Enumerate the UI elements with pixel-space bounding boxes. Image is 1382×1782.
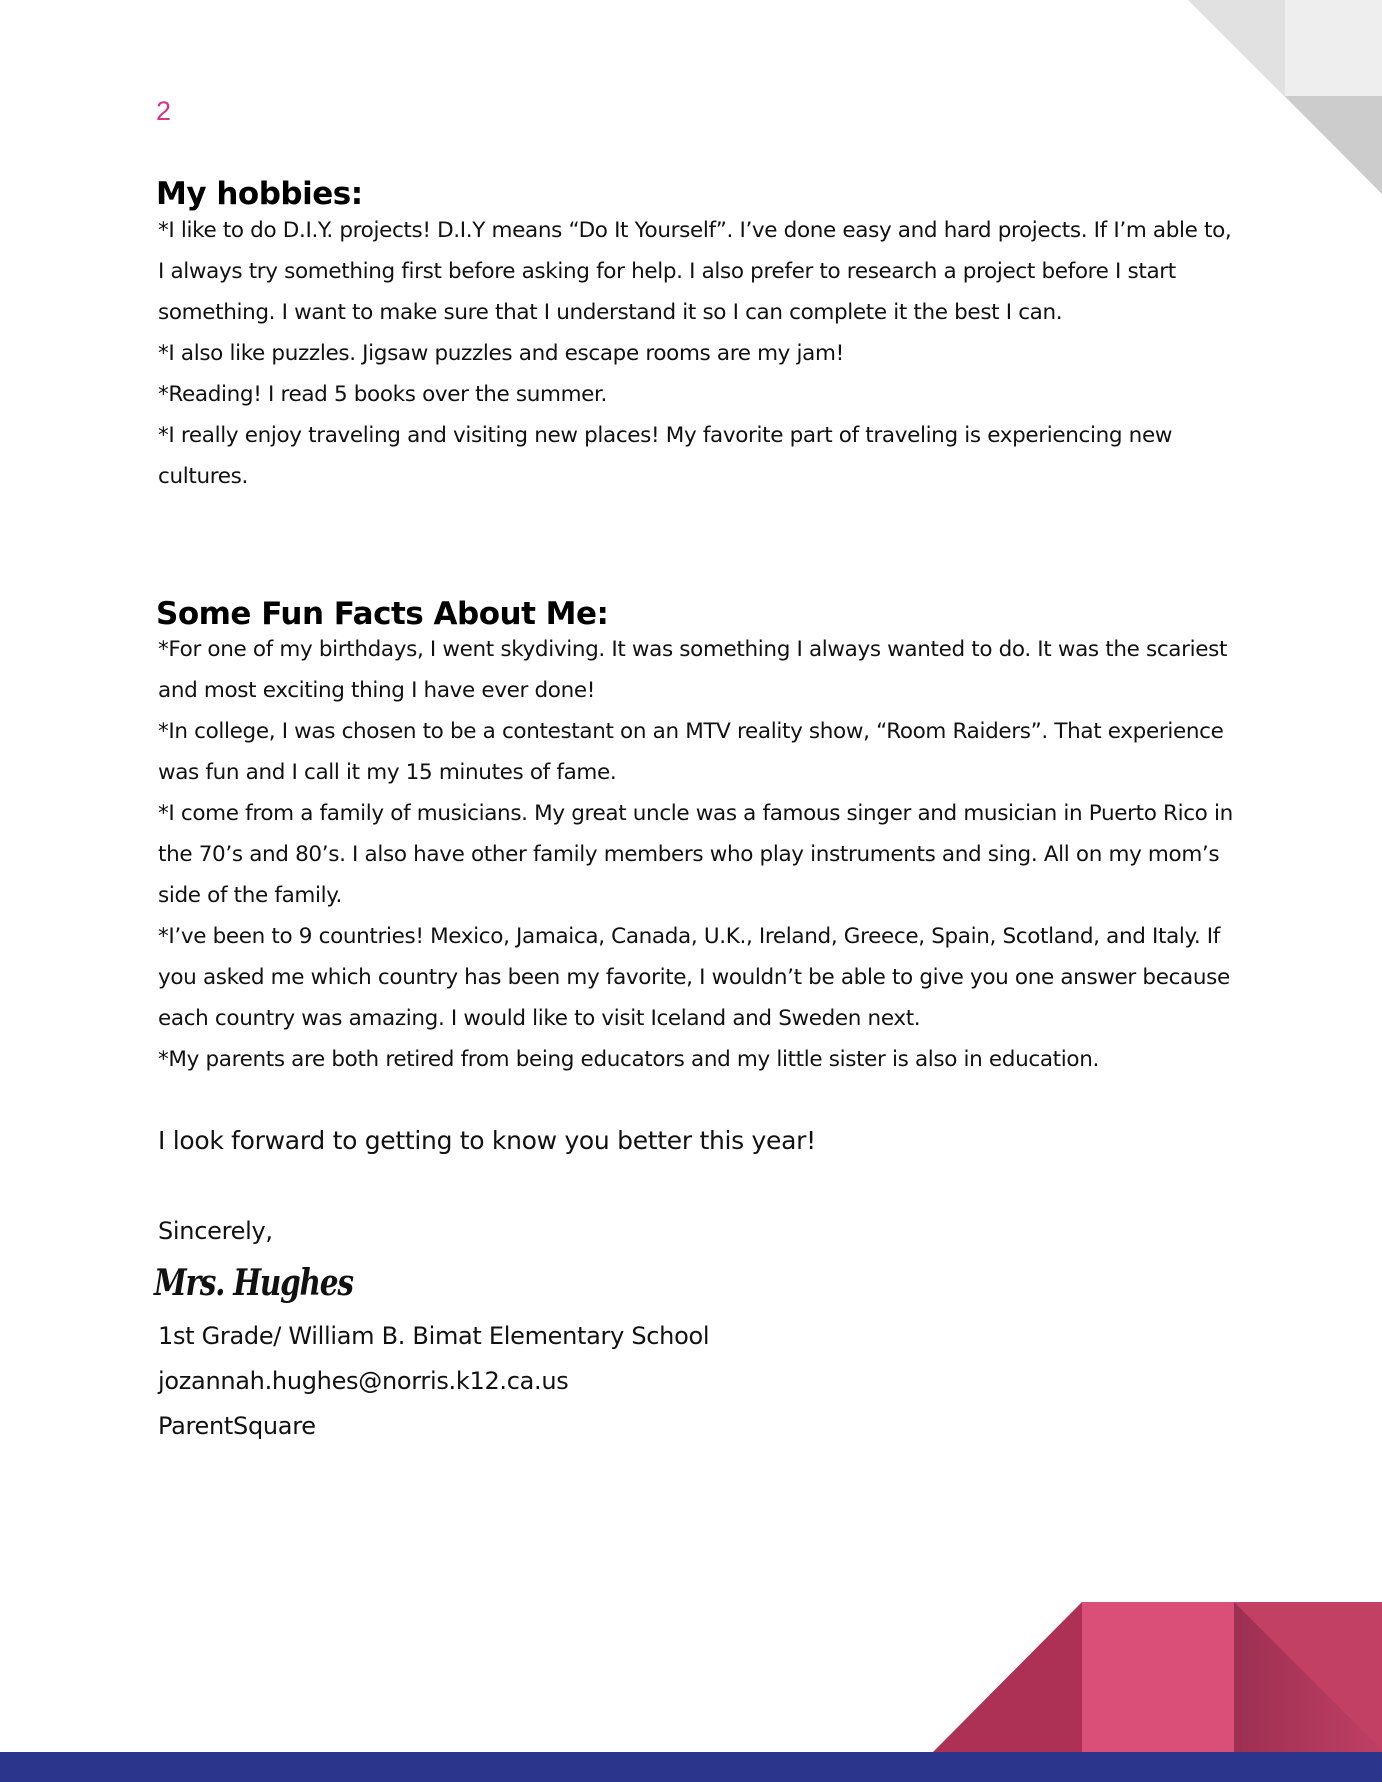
fun-fact-item: *My parents are both retired from being educators and my little sister is also in education. <box>158 1047 1099 1072</box>
salutation: Sincerely, <box>158 1217 273 1245</box>
closing-line: I look forward to getting to know you better this year! <box>158 1126 816 1155</box>
fun-facts-heading: Some Fun Facts About Me: <box>156 596 609 632</box>
fun-fact-item: *In college, I was chosen to be a contestant on an MTV reality show, “Room Raiders”. That experience was fun and I call it my 15 minutes of fame. <box>158 719 1224 785</box>
gray-square-light <box>1285 0 1382 96</box>
email-link[interactable]: jozannah.hughes@norris.k12.ca.us <box>158 1367 569 1395</box>
fun-fact-item: *I come from a family of musicians. My great uncle was a famous singer and musician in Puerto Rico in the 70’s and 80’s. I also have other family members who play instruments and sing. All on my mom’s side of the family. <box>158 801 1233 908</box>
fun-fact-item: *I’ve been to 9 countries! Mexico, Jamaica, Canada, U.K., Ireland, Greece, Spain, Scotland, and Italy. If you asked me which country has been my favorite, I wouldn’t be able to give you one answer because each country was amazing. I would like to visit Iceland and Sweden next. <box>158 924 1230 1031</box>
school-line: 1st Grade/ William B. Bimat Elementary School <box>158 1322 710 1350</box>
hobby-item: *Reading! I read 5 books over the summer. <box>158 382 608 407</box>
hobby-item: *I like to do D.I.Y. projects! D.I.Y means “Do It Yourself”. I’ve done easy and hard projects. If I’m able to, I always try something first before asking for help. I also prefer to research a project before I start something. I want to make sure that I understand it so I can complete it the best I can. <box>158 218 1232 325</box>
corner-decoration-top <box>1180 0 1382 200</box>
corner-decoration-bottom <box>930 1600 1382 1752</box>
hobby-item: *I also like puzzles. Jigsaw puzzles and escape rooms are my jam! <box>158 341 844 366</box>
signature: Mrs. Hughes <box>154 1262 353 1304</box>
page-number: 2 <box>156 96 172 126</box>
hobbies-list <box>158 210 1238 497</box>
fun-facts-list <box>158 629 1238 1080</box>
parentsquare-line: ParentSquare <box>158 1412 316 1440</box>
pink-square-light <box>1082 1602 1234 1752</box>
hobbies-heading: My hobbies: <box>156 176 363 212</box>
fun-fact-item: *For one of my birthdays, I went skydiving. It was something I always wanted to do. It was the scariest and most exciting thing I have ever done! <box>158 637 1228 703</box>
footer-bar <box>0 1752 1382 1782</box>
pink-triangle-dark <box>933 1602 1082 1752</box>
hobby-item: *I really enjoy traveling and visiting new places! My favorite part of traveling is experiencing new cultures. <box>158 423 1173 489</box>
